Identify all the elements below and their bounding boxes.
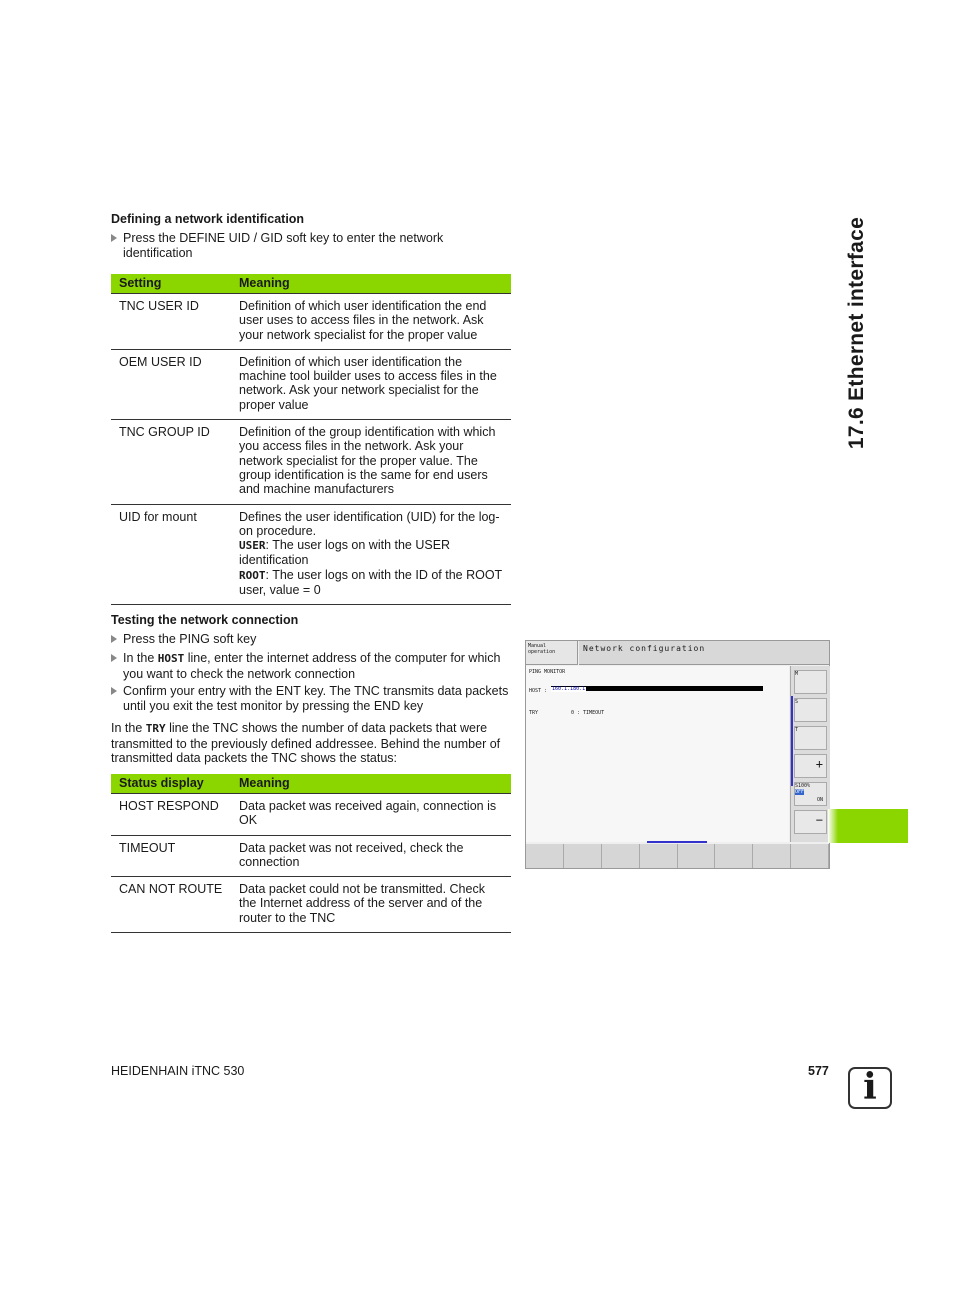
setting-cell: TNC USER ID <box>111 294 231 350</box>
code-try: TRY <box>145 722 166 735</box>
bullet-host <box>111 651 511 681</box>
on-label: ON <box>816 797 823 803</box>
code-host: HOST <box>157 652 185 665</box>
para-text: line the TNC shows the number of data packets that were transmitted to the previously defined addressee. Behind the number of transmitted data packets the TNC shows the status: <box>111 721 501 765</box>
meaning-line: Defines the user identification (UID) for the log-on procedure. <box>239 509 500 538</box>
table-row <box>111 349 511 419</box>
setting-cell: OEM USER ID <box>111 349 231 419</box>
mode-indicator <box>526 641 578 665</box>
chapter-side-title <box>832 210 882 455</box>
minus-icon: − <box>815 813 823 827</box>
side-softkeys <box>790 666 830 842</box>
try-value: 0 : TIMEOUT <box>571 710 605 716</box>
status-cell: TIMEOUT <box>111 835 231 877</box>
side-title-text: 17.6 Ethernet interface <box>845 216 868 449</box>
table-row <box>111 835 511 877</box>
bullet-text: In the <box>123 651 158 665</box>
table-row <box>111 877 511 933</box>
softkey-label: T <box>795 727 799 733</box>
screen-title: Network configuration <box>579 641 829 665</box>
tnc-screenshot <box>525 640 830 869</box>
arrow-right-icon <box>111 234 117 242</box>
ping-monitor-area <box>526 666 789 842</box>
user-text: : The user logs on with the USER identification <box>239 538 451 568</box>
off-label: OFF <box>795 789 805 795</box>
para-text: In the <box>111 721 146 735</box>
header-meaning: Meaning <box>231 274 511 294</box>
section-heading-testing: Testing the network connection <box>111 613 299 627</box>
bullet-text: Press the DEFINE UID / GID soft key to enter the network identification <box>123 231 444 260</box>
bullet-text: Press the PING soft key <box>123 632 257 646</box>
mode-line: operation <box>528 649 556 655</box>
mode-line: Manual <box>528 643 547 649</box>
meaning-cell: Definition of which user identification the machine tool builder uses to access files in the network. Ask your network specialist for the proper value <box>231 349 511 419</box>
host-value: 160.1.180.1 <box>552 686 586 692</box>
status-cell: CAN NOT ROUTE <box>111 877 231 933</box>
softkey-plus[interactable] <box>794 754 827 778</box>
softkey-s[interactable] <box>794 698 827 722</box>
active-indicator <box>647 841 707 843</box>
bullet-text: Confirm your entry with the ENT key. The TNC transmits data packets until you exit the test monitor by pressing the END key <box>123 684 509 713</box>
meaning-cell: Data packet could not be transmitted. Check the Internet address of the server and of the router to the TNC <box>231 877 511 933</box>
host-input[interactable] <box>551 686 763 691</box>
softkey[interactable] <box>526 844 564 868</box>
arrow-right-icon <box>111 687 117 695</box>
softkey-label: S100% <box>795 783 811 789</box>
softkey[interactable] <box>791 844 829 868</box>
setting-cell: TNC GROUP ID <box>111 420 231 504</box>
info-icon <box>848 1067 892 1109</box>
softkey-minus[interactable] <box>794 810 827 834</box>
table-row <box>111 420 511 504</box>
arrow-right-icon <box>111 654 117 662</box>
softkey-label: M <box>795 671 799 677</box>
header-status: Status display <box>111 774 231 794</box>
try-label: TRY <box>529 710 539 716</box>
table-header <box>111 274 511 294</box>
meaning-cell: Definition of which user identification the end user uses to access files in the network. Ask your network specialist for the proper value <box>231 294 511 350</box>
status-table <box>111 774 511 933</box>
arrow-right-icon <box>111 635 117 643</box>
setting-cell: UID for mount <box>111 504 231 605</box>
bottom-softkeys <box>526 844 829 868</box>
table-header <box>111 774 511 794</box>
header-setting: Setting <box>111 274 231 294</box>
scroll-indicator <box>791 696 793 786</box>
header-meaning: Meaning <box>231 774 511 794</box>
section-heading-network-id: Defining a network identification <box>111 212 305 226</box>
softkey[interactable] <box>753 844 791 868</box>
host-label: HOST : <box>529 688 548 694</box>
table-row <box>111 794 511 836</box>
code-user: USER <box>239 539 266 553</box>
bullet-define-uid <box>111 231 511 260</box>
plus-icon: + <box>815 757 823 771</box>
meaning-cell: Data packet was not received, check the connection <box>231 835 511 877</box>
status-cell: HOST RESPOND <box>111 794 231 836</box>
table-row <box>111 294 511 350</box>
softkey[interactable] <box>640 844 678 868</box>
chapter-tab <box>838 809 908 843</box>
try-paragraph <box>111 721 511 766</box>
softkey-label: S <box>795 699 799 705</box>
root-text: : The user logs on with the ID of the ROOT user, value = 0 <box>239 567 502 598</box>
softkey[interactable] <box>678 844 716 868</box>
bullet-confirm <box>111 684 511 713</box>
footer-left: HEIDENHAIN iTNC 530 <box>111 1064 245 1078</box>
table-row <box>111 504 511 605</box>
softkey-spindle[interactable] <box>794 782 827 806</box>
softkey-t[interactable] <box>794 726 827 750</box>
meaning-cell <box>231 504 511 605</box>
softkey-m[interactable] <box>794 670 827 694</box>
softkey[interactable] <box>602 844 640 868</box>
meaning-cell: Definition of the group identification with which you access files in the network. Ask your network specialist for the proper value. The group identification is the same for end users and machine manufacturers <box>231 420 511 504</box>
monitor-label: PING MONITOR <box>529 669 566 675</box>
bullet-ping <box>111 632 511 647</box>
softkey[interactable] <box>564 844 602 868</box>
page-number: 577 <box>808 1064 829 1078</box>
bullet-text: line, enter the internet address of the computer for which you want to check the network connection <box>123 651 501 681</box>
meaning-cell: Data packet was received again, connection is OK <box>231 794 511 836</box>
softkey[interactable] <box>715 844 753 868</box>
code-root: ROOT <box>239 568 266 582</box>
info-glyph: i <box>863 1066 877 1108</box>
settings-table <box>111 274 511 605</box>
